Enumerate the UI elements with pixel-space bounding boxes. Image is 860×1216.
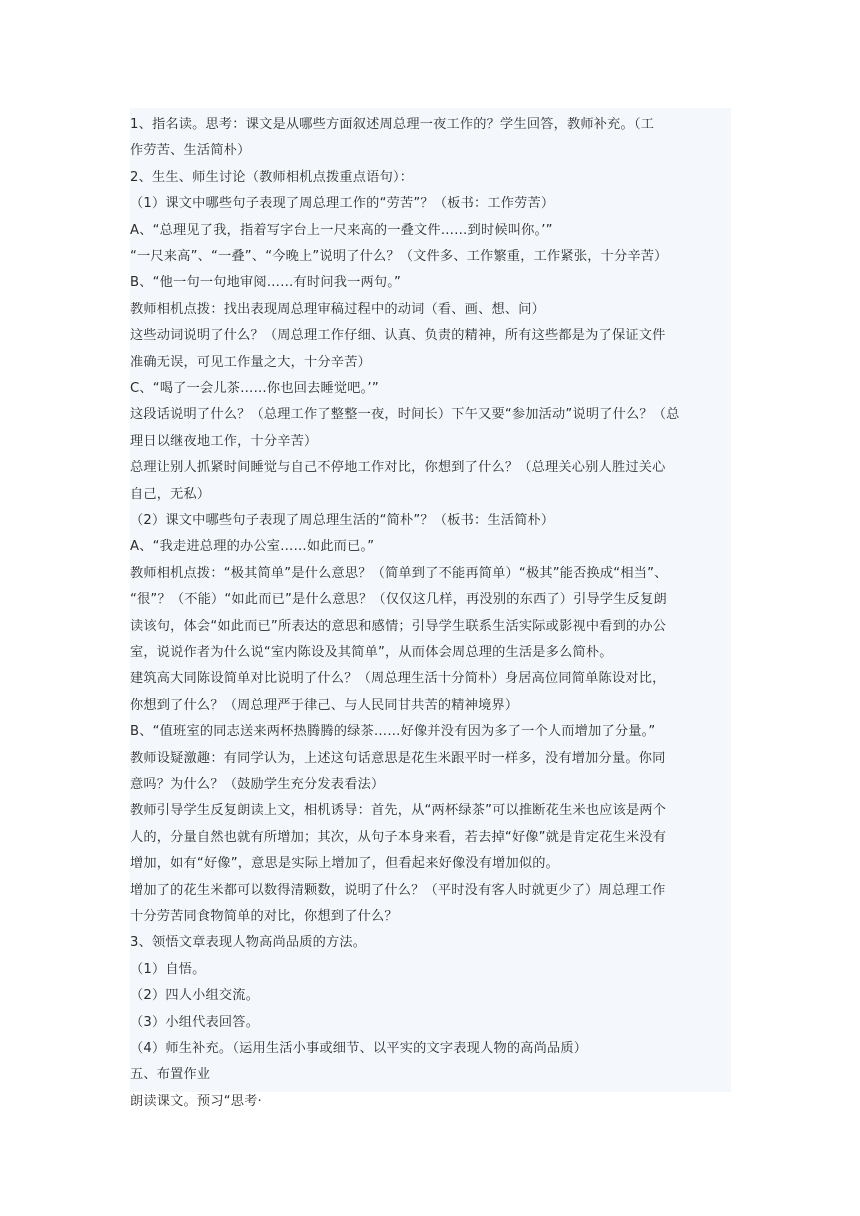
text-line: 建筑高大同陈设简单对比说明了什么？（周总理生活十分简朴）身居高位同简单陈设对比，: [130, 671, 666, 687]
text-line: 人的，分量自然也就有所增加；其次，从句子本身来看，若去掉“好像”就是肯定花生米没有: [130, 829, 667, 845]
text-line: 意吗？为什么？（鼓励学生充分发表看法）: [130, 777, 385, 792]
text-line: 教师引导学生反复朗读上文，相机诱导：首先，从“两杯绿茶”可以推断花生米也应该是两个: [130, 803, 667, 819]
text-line: （1）课文中哪些句子表现了周总理工作的“劳苦”？（板书：工作劳苦）: [130, 196, 555, 212]
text-line: 室，说说作者为什么说“室内陈设及其简单”，从而体会周总理的生活是多么简朴。: [130, 645, 613, 660]
text-line: 教师相机点拨：找出表现周总理审稿过程中的动词（看、画、想、问）: [130, 301, 546, 317]
text-line: 增加，如有“好像”，意思是实际上增加了，但看起来好像没有增加似的。: [130, 856, 560, 872]
text-line: A、“我走进总理的办公室……如此而已。”: [130, 539, 375, 555]
lesson-text-block: [130, 108, 731, 1109]
text-line: 作劳苦、生活简朴）: [130, 143, 251, 159]
text-line: 总理让别人抓紧时间睡觉与自己不停地工作对比，你想到了什么？（总理关心别人胜过关心: [130, 460, 666, 476]
text-line: “很”？（不能）“如此而已”是什么意思？（仅仅这几样，再没别的东西了）引导学生反复朗: [130, 592, 667, 608]
text-line: C、“喝了一会儿茶……你也回去睡觉吧。’”: [130, 381, 379, 396]
text-line: “一尺来高”、“一叠”、“今晚上”说明了什么？（文件多、工作繁重，工作紧张，十分辛苦）: [130, 249, 668, 264]
text-line: （2）四人小组交流。: [130, 988, 260, 1004]
text-line: 这段话说明了什么？（总理工作了整整一夜，时间长）下午又要“参加活动”说明了什么？（总: [130, 407, 680, 423]
text-line: 3、领悟文章表现人物高尚品质的方法。: [130, 935, 367, 951]
text-line: 读该句，体会“如此而已”所表达的意思和感情；引导学生联系生活实际或影视中看到的办公: [130, 618, 667, 634]
text-line: （3）小组代表回答。: [130, 1014, 260, 1030]
text-line: 2、生生、师生讨论（教师相机点拨重点语句）：: [130, 169, 414, 185]
text-line: B、“他一句一句地审阅……有时问我一两句。”: [130, 275, 402, 291]
text-line: （1）自悟。: [130, 961, 206, 977]
text-line: B、“值班室的同志送来两杯热腾腾的绿茶……好像并没有因为多了一个人而增加了分量。”: [130, 724, 656, 740]
text-line: 朗读课文。预习“思考·: [130, 1093, 262, 1109]
text-line: 1、指名读。思考：课文是从哪些方面叙述周总理一夜工作的？学生回答，教师补充。（工: [130, 117, 655, 132]
text-line: 自己，无私）: [130, 486, 211, 502]
text-line: 理日以继夜地工作，十分辛苦）: [130, 433, 318, 449]
text-line: A、“总理见了我，指着写字台上一尺来高的一叠文件……到时候叫你。’”: [130, 222, 553, 238]
text-line: 准确无误，可见工作量之大，十分辛苦）: [130, 354, 371, 370]
text-line: 增加了的花生米都可以数得清颗数，说明了什么？（平时没有客人时就更少了）周总理工作: [130, 882, 666, 898]
text-line: 这些动词说明了什么？（周总理工作仔细、认真、负责的精神，所有这些都是为了保证文件: [130, 328, 666, 344]
text-line: 十分劳苦同食物简单的对比，你想到了什么？: [130, 909, 398, 924]
text-line: 五、布置作业: [130, 1067, 211, 1083]
text-line: 教师设疑激趣：有同学认为，上述这句话意思是花生米跟平时一样多，没有增加分量。你同: [130, 750, 666, 766]
text-line: （2）课文中哪些句子表现了周总理生活的“简朴”？（板书：生活简朴）: [130, 513, 555, 528]
text-line: （4）师生补充。（运用生活小事或细节、以平实的文字表现人物的高尚品质）: [130, 1041, 588, 1056]
text-line: 你想到了什么？（周总理严于律己、与人民同甘共苦的精神境界）: [130, 697, 519, 713]
text-line: 教师相机点拨：“极其简单”是什么意思？（简单到了不能再简单）“极其”能否换成“相当”、: [130, 565, 668, 581]
